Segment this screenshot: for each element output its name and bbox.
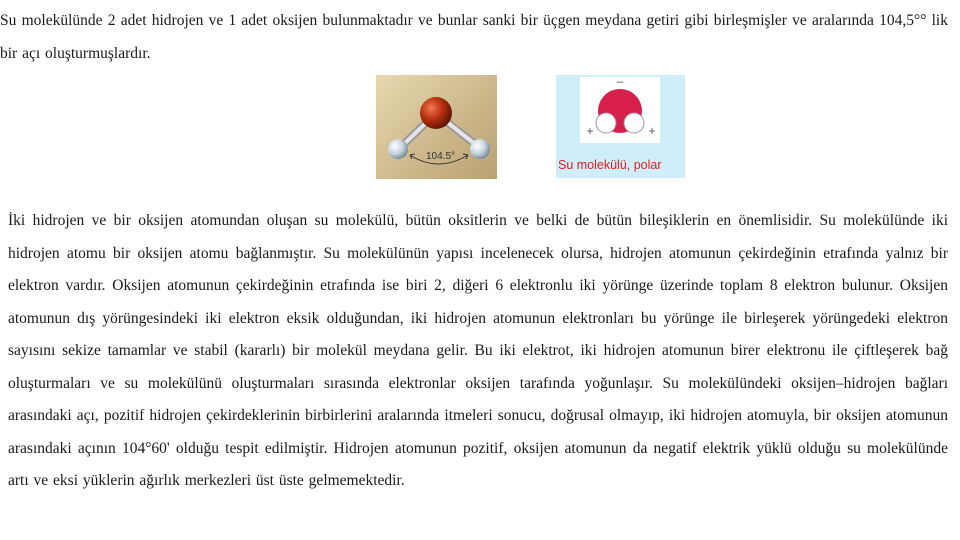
bond-angle-label: 104.5° bbox=[426, 151, 456, 162]
intro-paragraph: Su molekülünde 2 adet hidrojen ve 1 adet oksijen bulunmaktadır ve bunlar sanki bir üçgen meydana getiri gibi birleşmişler ve aralarında 104,5°° lik bir açı oluşturmuşlardır. bbox=[0, 12, 948, 62]
hydrogen-atom-right bbox=[470, 139, 490, 159]
hydrogen-left bbox=[596, 113, 616, 133]
positive-charge-right: + bbox=[648, 124, 656, 138]
body-paragraph: İki hidrojen ve bir oksijen atomundan oluşan su molekülü, bütün oksitlerin ve belki de bütün bileşiklerin en önemlisidir. Su molekülünde iki hidrojen atomu bir oksijen atomu bağlanmıştır. Su molekülünün yapısı incelenecek olursa, hidrojen atomunun çekirdeğinin etrafında yalnız bir elektron vardır. Oksijen atomunun çekirdeğinin etrafında ise biri 2, diğeri 6 elektronlu iki yörünge üzerinde toplam 8 elektron bulunur. Oksijen atomunun dış yörüngesindeki iki elektron eksik olduğundan, iki hidrojen atomunun elektronları bu yörünge ile birleşerek yörüngedeki elektron sayısını sekize tamamlar ve stabil (kararlı) bir molekül meydana gelir. Bu iki elektrot, iki hidrojen atomunun birer elektronu ile çiftleşerek bağ oluşturmaları ve su molekülünü oluşturmaları sırasında elektronlar oksijen tarafında yoğunlaşır. Su molekülündeki oksijen–hidrojen bağları arasındaki açı, pozitif hidrojen çekirdeklerinin birbirlerini aralarında itmeleri sonucu, doğrusal olmayıp, iki hidrojen atomuyla, bir oksijen atomunun arasındaki açının 104°60' olduğu tespit edilmiştir. Hidrojen atomunun pozitif, oksijen atomunun da negatif elektrik yüklü olduğu su molekülünde artı ve eksi yüklerin ağırlık merkezleri üst üste gelmemektedir. bbox=[8, 212, 948, 489]
polar-water-molecule-image bbox=[556, 75, 685, 178]
hydrogen-right bbox=[624, 113, 644, 133]
figure-caption: Su molekülü, polar bbox=[558, 158, 662, 172]
hydrogen-atom-left bbox=[388, 139, 408, 159]
water-molecule-ball-stick-image bbox=[376, 75, 497, 179]
positive-charge-left: + bbox=[586, 124, 594, 138]
oxygen-atom bbox=[420, 97, 452, 129]
negative-charge-label: – bbox=[616, 75, 624, 88]
